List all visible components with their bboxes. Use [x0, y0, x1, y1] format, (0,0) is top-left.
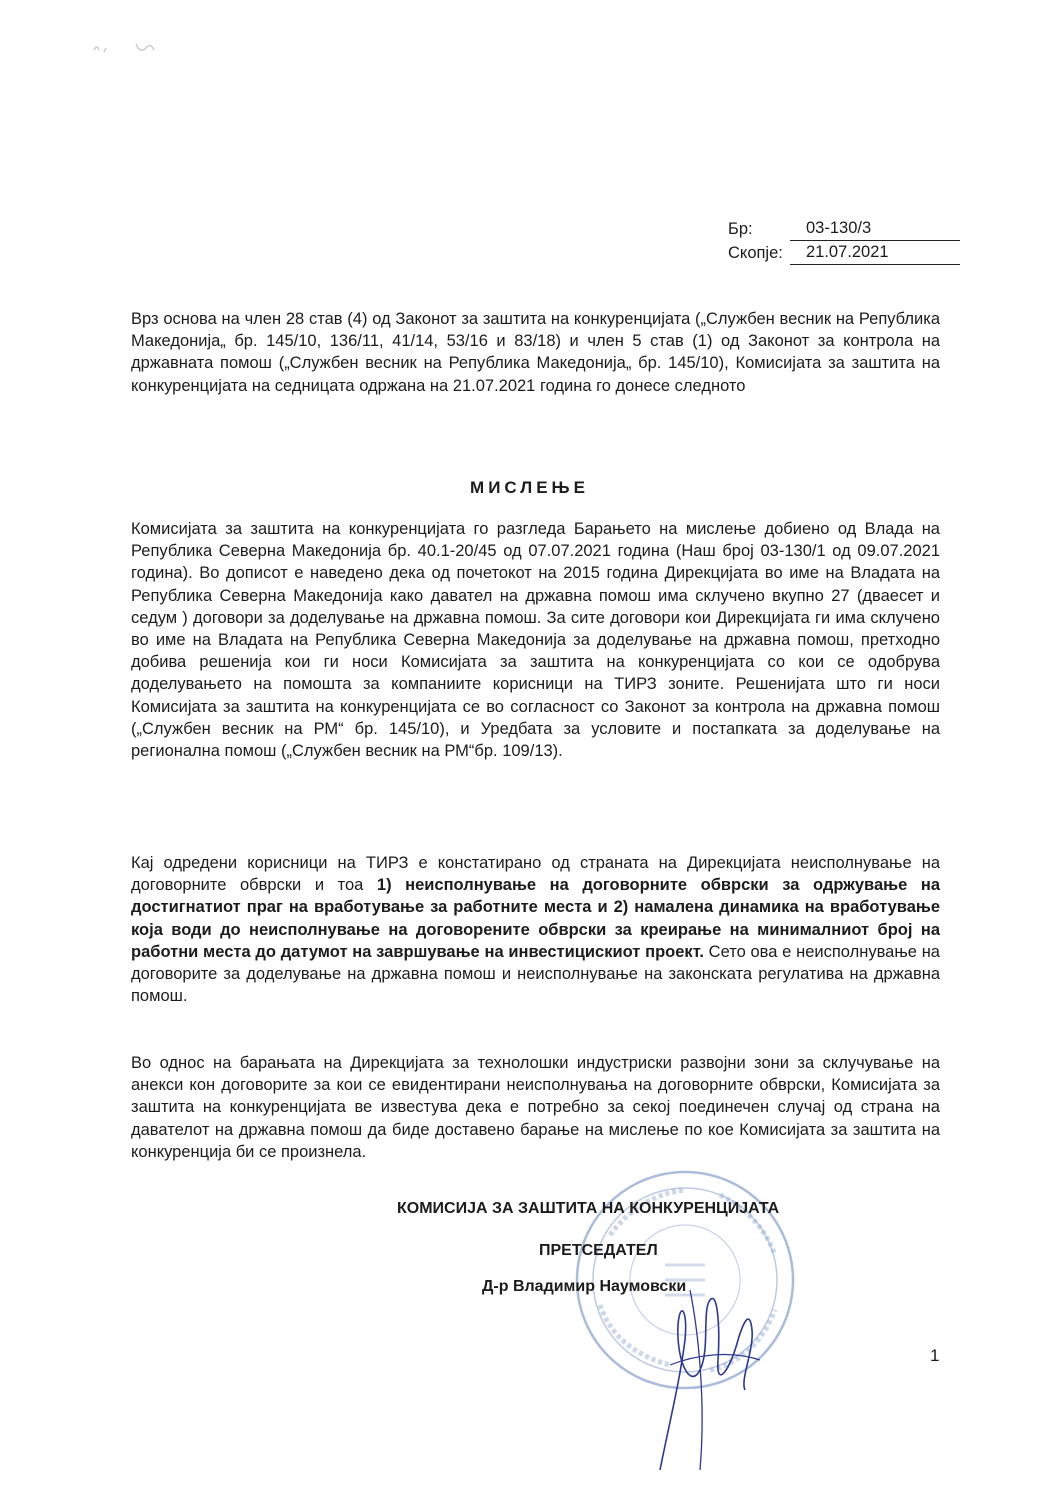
- reference-place-label: Скопје:: [728, 244, 783, 262]
- paragraph-3: Во однос на барањата на Дирекцијата за технолошки индустриски развојни зони за склучување на анекси кон договорите за кои се евидентирани неисполнувања на договорните обврски, Комисијата за заштита на конкуренцијата ве известува дека е потребно за секој поединечен случај од страна на давателот на државна помош да биде доставено барање на мислење по кое Комисијата за заштита на конкуренција би се произнела.: [131, 1054, 940, 1161]
- signature-role: ПРЕТСЕДАТЕЛ: [539, 1242, 658, 1259]
- page-number: 1: [930, 1346, 940, 1365]
- reference-number-row: [728, 217, 960, 241]
- reference-date-value: 21.07.2021: [790, 241, 960, 265]
- reference-date-row: [728, 241, 960, 265]
- handwritten-mark: [88, 36, 168, 60]
- reference-number-label: Бр:: [728, 220, 753, 238]
- handwritten-signature: [640, 1270, 780, 1480]
- paragraph-1: Комисијата за заштита на конкуренцијата го разгледа Барањето на мислење добиено од Влада на Република Северна Македонија бр. 40.1-20/45 од 07.07.2021 година (Наш број 03-130/1 од 09.07.2021 година). Во дописот е наведено дека од почетокот на 2015 година Дирекцијата во име на Владата на Република Северна Македонија како давател на државна помош има склучено вкупно 27 (дваесет и седум ) договори за доделување на државна помош. За сите договори кои Дирекцијата ги има склучено во име на Владата на Република Северна Македонија за доделување на државна помош, претходно добива решенија кои ги носи Комисијата за заштита на конкуренцијата со кои се одобрува доделувањето на помошта за компаниите корисници на ТИРЗ зоните. Решенијата што ги носи Комисијата за заштита на конкуренцијата се во согласност со Законот за контрола на државна помош („Службен весник на РМ“ бр. 145/10), и Уредбата за условите и постапката за доделување на регионална помош („Службен весник на РМ“бр. 109/13).: [131, 520, 940, 761]
- intro-paragraph: Врз основа на член 28 став (4) од Законот за заштита на конкуренцијата („Службен весник на Република Македонија„ бр. 145/10, 136/11, 41/14, 53/16 и 83/18) и член 5 став (1) од Законот за контрола на државната помош („Службен весник на Република Македонија„ бр. 145/10), Комисијата за заштита на конкуренцијата на седницата одржана на 21.07.2021 година го донесе следното: [131, 310, 940, 395]
- paragraph-2: [131, 852, 940, 1007]
- paragraph-2-lead: Кај одредени корисници на ТИРЗ е констатирано од страната на Дирекцијата неисполнување на договорните обврски и тоа: [131, 854, 940, 895]
- signature-name: Д-р Владимир Наумовски: [482, 1278, 687, 1295]
- reference-block: [728, 217, 960, 265]
- paragraph-2-bold: 1) неисполнување на договорните обврски за одржување на достигнатиот праг на вработување за работните места и 2) намалена динамика на вработување која води до неисполнување на договорените обврски за креирање на минималниот број на работни места до датумот на завршување на инвестицискиот проект.: [131, 876, 940, 961]
- paragraph-2-tail: Сето ова е неисполнување на договорите за доделување на државна помош и неисполнување на законската регулатива на државна помош.: [131, 942, 940, 1006]
- reference-number-value: 03-130/3: [790, 217, 960, 241]
- document-title: МИСЛЕЊЕ: [470, 478, 589, 497]
- signature-institution: КОМИСИЈА ЗА ЗАШТИТА НА КОНКУРЕНЦИЈАТА: [397, 1200, 780, 1217]
